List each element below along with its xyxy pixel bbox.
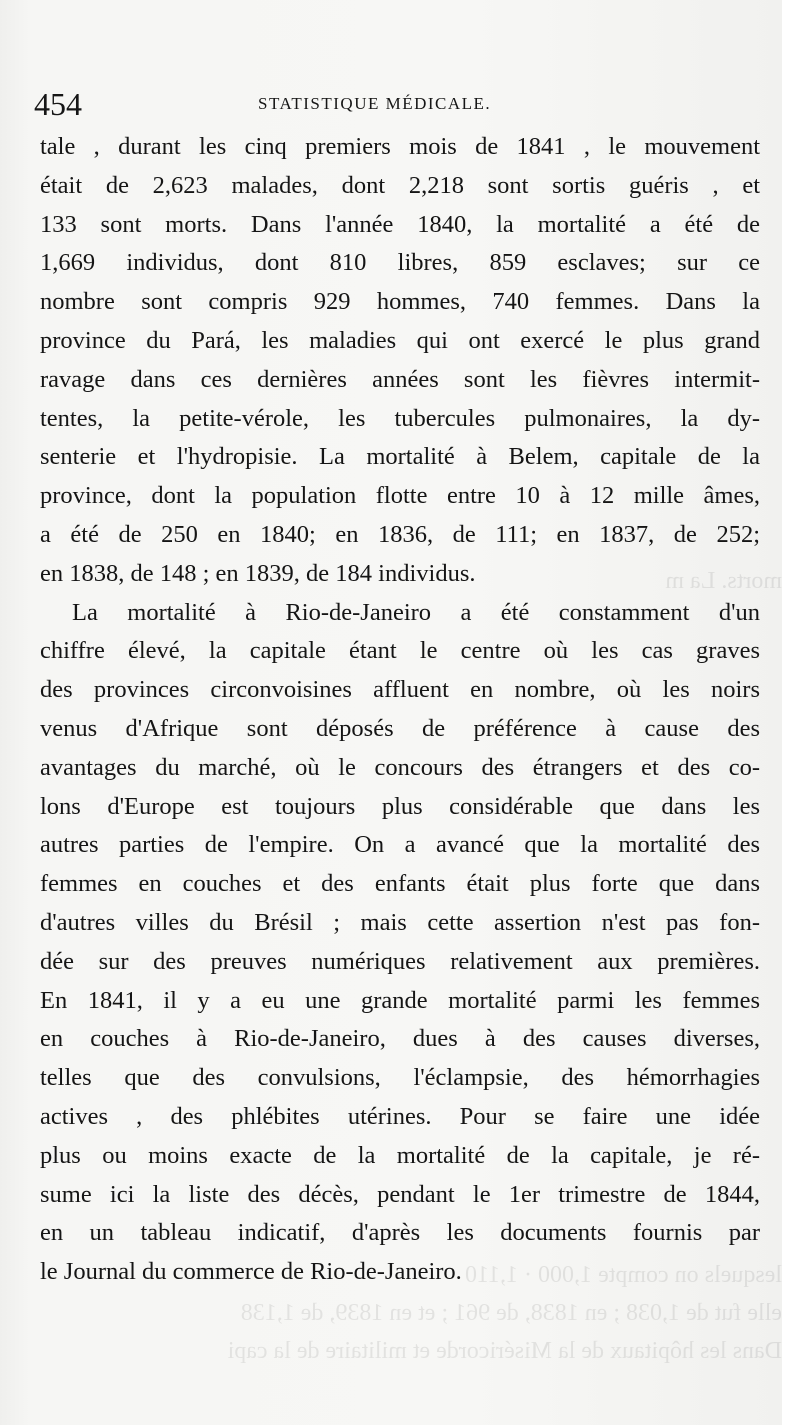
bleed-through-text: lesquels on compte 1,000 · 1,110 — [464, 1262, 782, 1288]
page-header — [34, 86, 754, 122]
text-line: province, dont la population flotte entre 10 à 12 mille âmes, — [40, 482, 760, 510]
text-line: tentes, la petite-vérole, les tubercules pulmonaires, la dy- — [40, 404, 760, 432]
page-number: 454 — [34, 86, 82, 122]
text-line: actives , des phlébites utérines. Pour se faire une idée — [40, 1102, 760, 1130]
page-margin — [782, 0, 800, 1425]
text-line: province du Pará, les maladies qui ont exercé le plus grand — [40, 326, 760, 354]
text-line: d'autres villes du Brésil ; mais cette assertion n'est pas fon- — [40, 908, 760, 936]
text-line: en couches à Rio-de-Janeiro, dues à des causes diverses, — [40, 1025, 760, 1053]
bleed-through-text: morts. La m — [665, 568, 782, 594]
text-line: autres parties de l'empire. On a avancé que la mortalité des — [40, 831, 760, 859]
body-text — [40, 128, 760, 1292]
text-line: La mortalité à Rio-de-Janeiro a été constamment d'un — [72, 598, 760, 626]
text-line: venus d'Afrique sont déposés de préférence à cause des — [40, 714, 760, 742]
text-line: plus ou moins exacte de la mortalité de la capitale, je ré- — [40, 1141, 760, 1169]
text-line: en 1838, de 148 ; en 1839, de 184 individus. — [40, 559, 476, 587]
text-line: lons d'Europe est toujours plus considérable que dans les — [40, 792, 760, 820]
bleed-through-text: elle fut de 1,038 ; en 1838, de 961 ; et en 1839, de 1,138 — [240, 1300, 782, 1326]
bleed-through-text: Dans les hôpitaux de la Miséricorde et militaire de la capi — [227, 1338, 782, 1364]
running-title: STATISTIQUE MÉDICALE. — [258, 94, 492, 113]
text-line: a été de 250 en 1840; en 1836, de 111; en 1837, de 252; — [40, 520, 760, 548]
text-line: telles que des convulsions, l'éclampsie, des hémorrhagies — [40, 1064, 760, 1092]
text-line: avantages du marché, où le concours des étrangers et des co- — [40, 753, 760, 781]
text-line: dée sur des preuves numériques relativement aux premières. — [40, 947, 760, 975]
text-line: sume ici la liste des décès, pendant le 1er trimestre de 1844, — [40, 1180, 760, 1208]
text-line: En 1841, il y a eu une grande mortalité parmi les femmes — [40, 986, 760, 1014]
text-line: nombre sont compris 929 hommes, 740 femmes. Dans la — [40, 288, 760, 316]
text-line: le Journal du commerce de Rio-de-Janeiro. — [40, 1258, 462, 1286]
text-line: des provinces circonvoisines affluent en nombre, où les noirs — [40, 676, 760, 704]
text-line: 133 sont morts. Dans l'année 1840, la mortalité a été de — [40, 210, 760, 238]
text-line: 1,669 individus, dont 810 libres, 859 esclaves; sur ce — [40, 249, 760, 277]
text-line: tale , durant les cinq premiers mois de 1841 , le mouvement — [40, 133, 760, 160]
text-line: en un tableau indicatif, d'après les documents fournis par — [40, 1219, 760, 1247]
text-line: chiffre élevé, la capitale étant le centre où les cas graves — [40, 637, 760, 665]
text-line: ravage dans ces dernières années sont les fièvres intermit- — [40, 365, 760, 393]
text-line: était de 2,623 malades, dont 2,218 sont sortis guéris , et — [40, 171, 760, 199]
text-line: senterie et l'hydropisie. La mortalité à Belem, capitale de la — [40, 443, 760, 471]
text-line: femmes en couches et des enfants était plus forte que dans — [40, 870, 760, 898]
